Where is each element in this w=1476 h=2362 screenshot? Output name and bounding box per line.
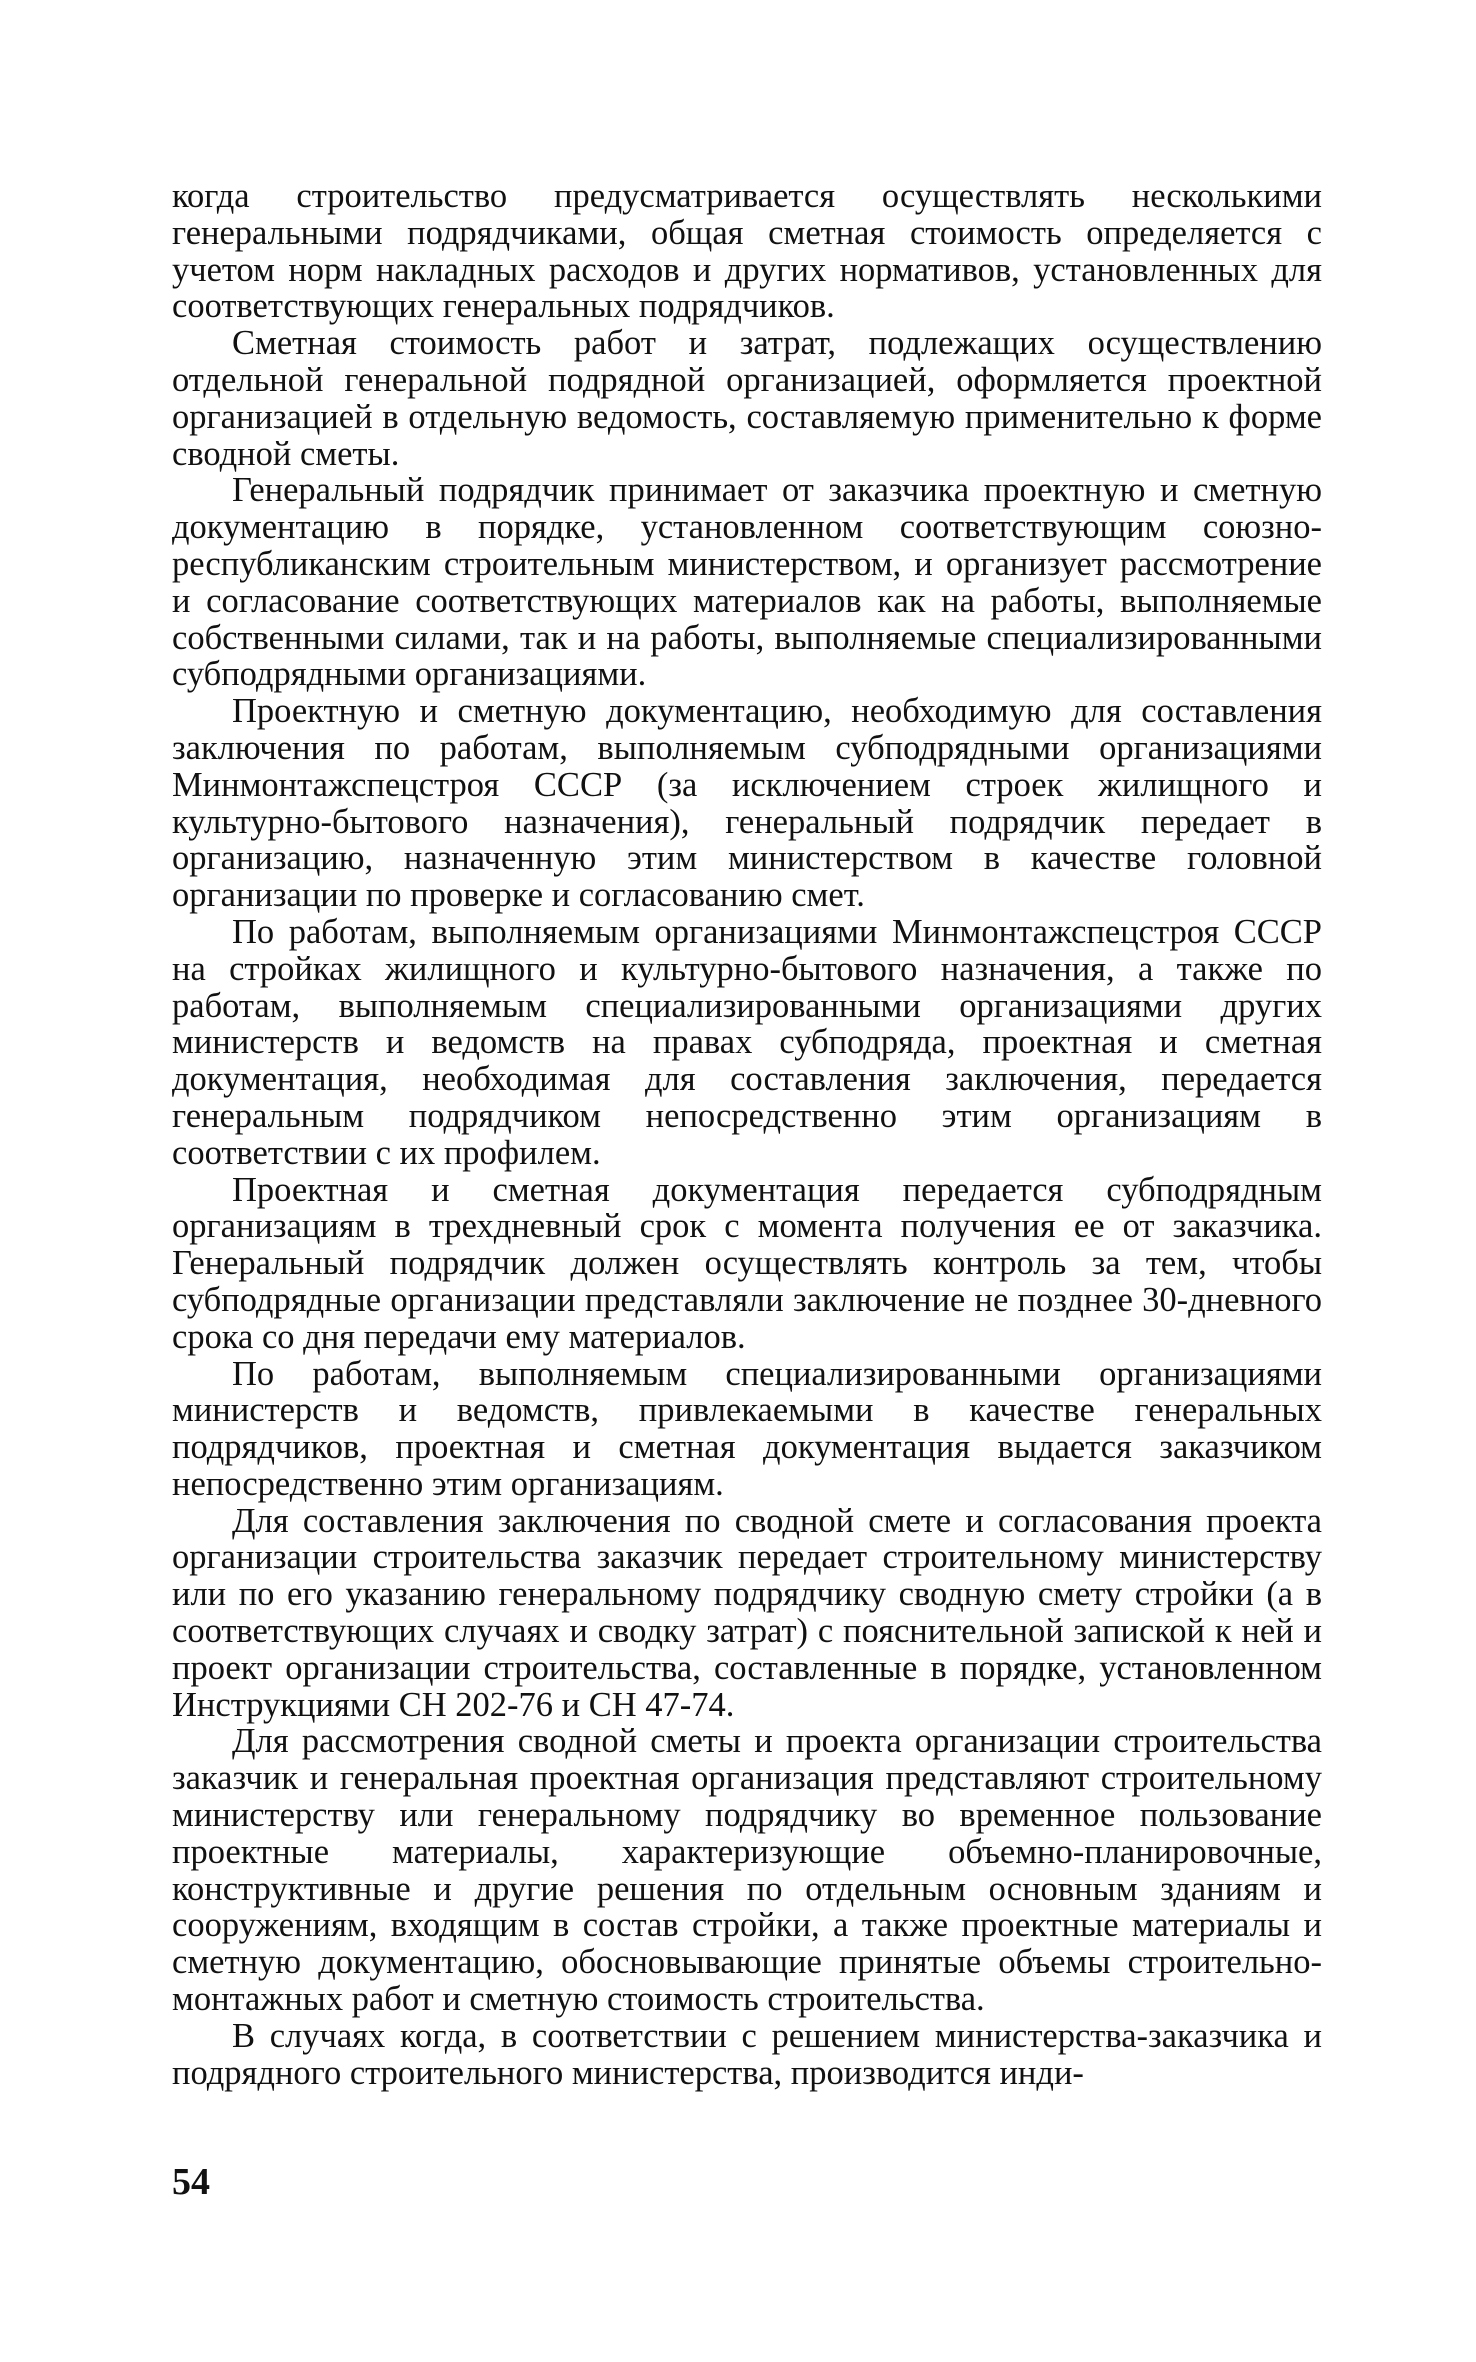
page-body — [172, 178, 1322, 2091]
paragraph-10: В случаях когда, в соответствии с решением министерства-заказчика и подрядного строительного министерства, производится инди- — [172, 2016, 1322, 2092]
paragraph-8: Для составления заключения по сводной смете и согласования проекта организации строительства заказчик передает строительному министерству или по его указанию генеральному подрядчику сводную смету стройки (а в соответствующих случаях и сводку затрат) с пояснительной запиской к ней и проект организации строительства, составленные в порядке, установленном Инструкциями СН 202-76 и СН 47-74. — [172, 1501, 1322, 1724]
paragraph-7: По работам, выполняемым специализированными организациями министерств и ведомств, привлекаемыми в качестве генеральных подрядчиков, проектная и сметная документация выдается заказчиком непосредственно этим организациям. — [172, 1354, 1322, 1503]
paragraph-5: По работам, выполняемым организациями Минмонтажспецстроя СССР на стройках жилищного и культурно-бытового назначения, а также по работам, выполняемым специализированными организациями других министерств и ведомств на правах субподряда, проектная и сметная документация, необходимая для составления заключения, передается генеральным подрядчиком непосредственно этим организациям в соответствии с их профилем. — [172, 912, 1322, 1172]
paragraph-1: когда строительство предусматривается осуществлять несколькими генеральными подрядчиками, общая сметная стоимость определяется с учетом норм накладных расходов и других нормативов, установленных для соответствующих генеральных подрядчиков. — [172, 177, 1322, 326]
paragraph-3: Генеральный подрядчик принимает от заказчика проектную и сметную документацию в порядке, установленном соответствующим союзно-республиканским строительным министерством, и организует рассмотрение и согласование соответствующих материалов как на работы, выполняемые собственными силами, так и на работы, выполняемые специализированными субподрядными организациями. — [172, 471, 1322, 694]
paragraph-4: Проектную и сметную документацию, необходимую для составления заключения по работам, выполняемым субподрядными организациями Минмонтажспецстроя СССР (за исключением строек жилищного и культурно-бытового назначения), генеральный подрядчик передает в организацию, назначенную этим министерством в качестве головной организации по проверке и согласованию смет. — [172, 692, 1322, 915]
page-number: 54 — [172, 2161, 210, 2203]
paragraph-9: Для рассмотрения сводной сметы и проекта организации строительства заказчик и генеральная проектная организация представляют строительному министерству или генеральному подрядчику во временное пользование проектные материалы, характеризующие объемно-планировочные, конструктивные и другие решения по отдельным основным зданиям и сооружениям, входящим в состав стройки, а также проектные материалы и сметную документацию, обосновывающие принятые объемы строительно-монтажных работ и сметную стоимость строительства. — [172, 1722, 1322, 2019]
paragraph-6: Проектная и сметная документация передается субподрядным организациям в трехдневный срок с момента получения ее от заказчика. Генеральный подрядчик должен осуществлять контроль за тем, чтобы субподрядные организации представляли заключение не позднее 30-дневного срока со дня передачи ему материалов. — [172, 1170, 1322, 1356]
paragraph-2: Сметная стоимость работ и затрат, подлежащих осуществлению отдельной генеральной подрядной организацией, оформляется проектной организацией в отдельную ведомость, составляемую применительно к форме сводной сметы. — [172, 324, 1322, 473]
